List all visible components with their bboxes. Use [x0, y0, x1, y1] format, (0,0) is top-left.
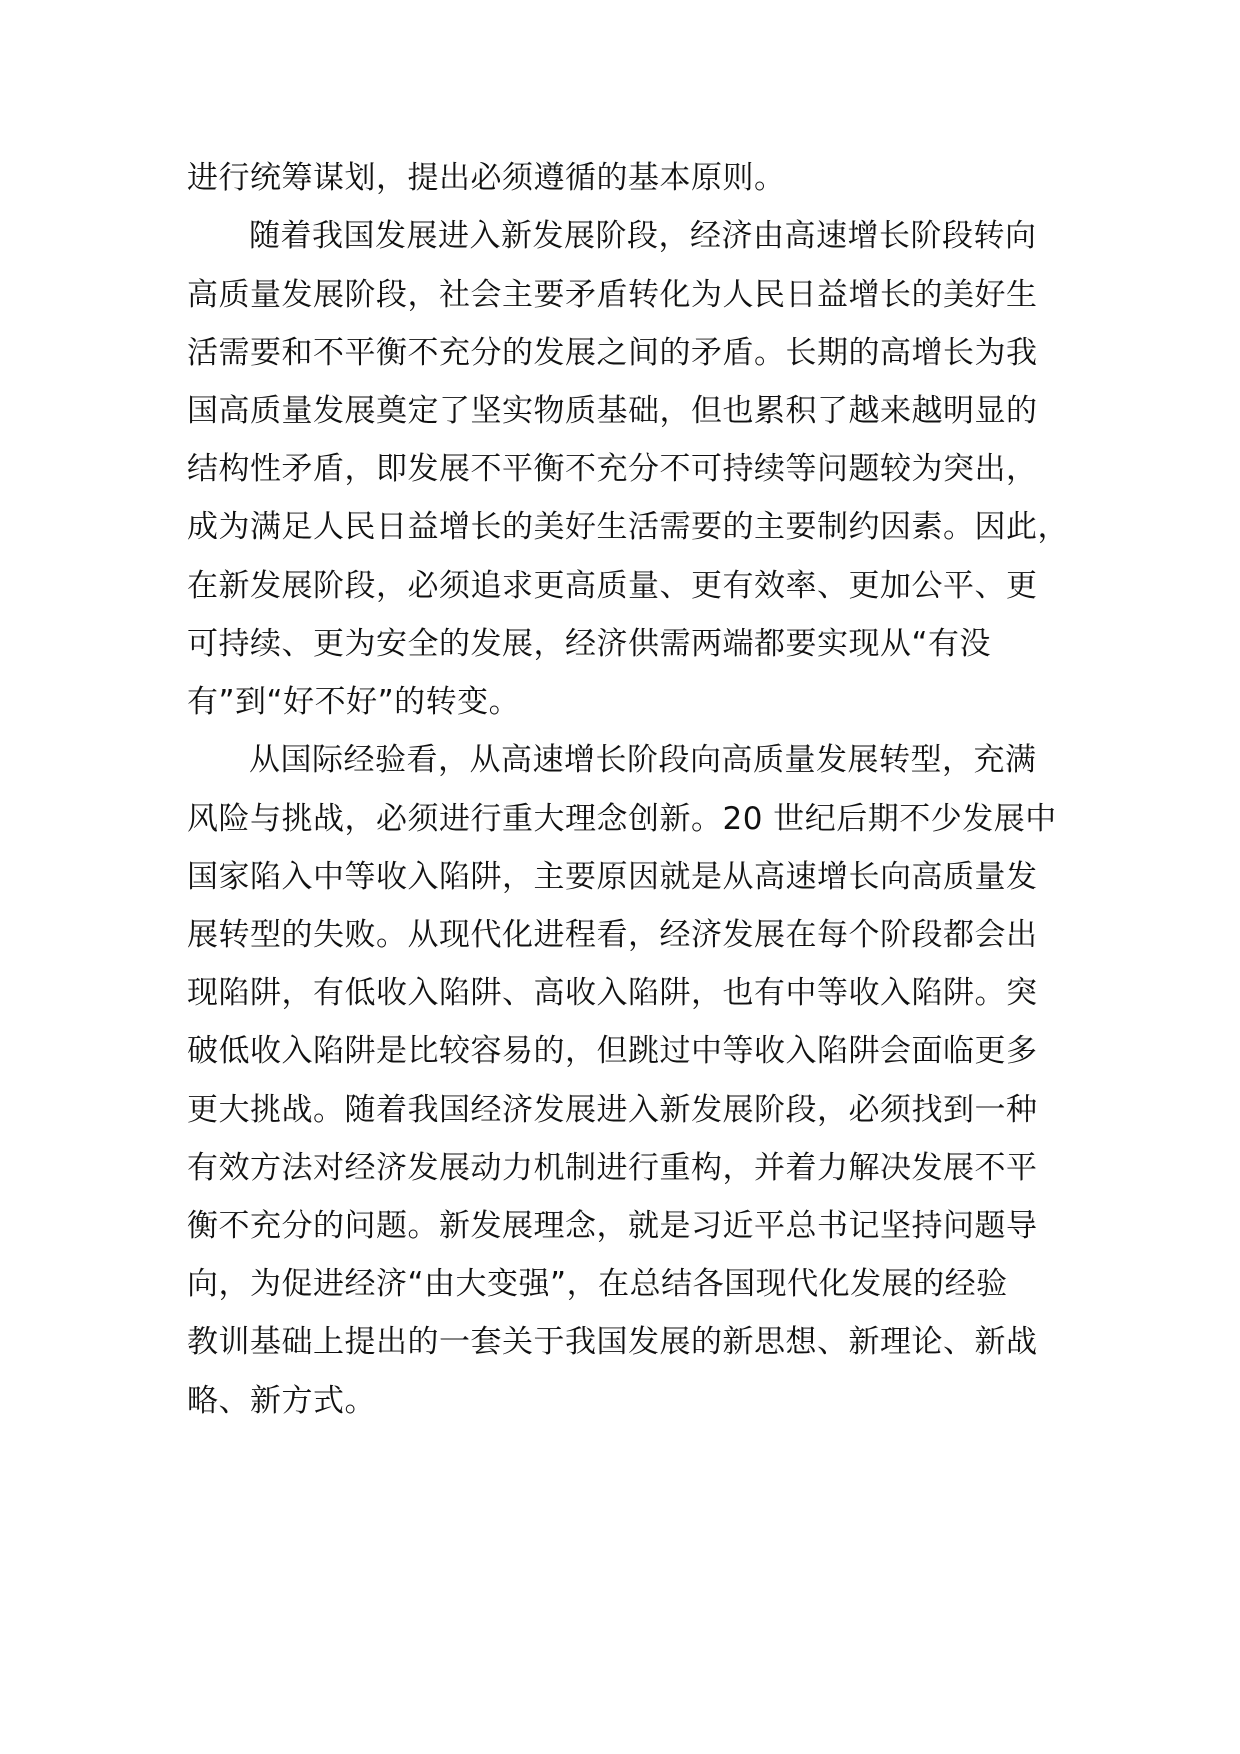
text-line: 可持续、更为安全的发展，经济供需两端都要实现从“有没: [187, 626, 992, 662]
text-line: 教训基础上提出的一套关于我国发展的新思想、新理论、新战: [187, 1324, 1038, 1360]
text-line: 成为满足人民日益增长的美好生活需要的主要制约因素。因此，: [187, 509, 1069, 545]
text-line: 有”到“好不好”的转变。: [187, 684, 521, 720]
text-line: 更大挑战。随着我国经济发展进入新发展阶段，必须找到一种: [187, 1092, 1038, 1128]
text-line: 在新发展阶段，必须追求更高质量、更有效率、更加公平、更: [187, 568, 1038, 604]
text-line: 向，为促进经济“由大变强”，在总结各国现代化发展的经验: [187, 1266, 1008, 1302]
text-line: 国高质量发展奠定了坚实物质基础，但也累积了越来越明显的: [187, 393, 1038, 429]
text-line: 衡不充分的问题。新发展理念，就是习近平总书记坚持问题导: [187, 1208, 1038, 1244]
text-line: 高质量发展阶段，社会主要矛盾转化为人民日益增长的美好生: [187, 277, 1038, 313]
text-line: 略、新方式。: [187, 1383, 376, 1419]
text-line: 从国际经验看，从高速增长阶段向高质量发展转型，充满: [249, 742, 1037, 778]
text-line: 展转型的失败。从现代化进程看，经济发展在每个阶段都会出: [187, 917, 1038, 953]
text-line: 破低收入陷阱是比较容易的，但跳过中等收入陷阱会面临更多: [187, 1033, 1038, 1069]
text-line: 进行统筹谋划，提出必须遵循的基本原则。: [187, 160, 786, 196]
text-line: 国家陷入中等收入陷阱，主要原因就是从高速增长向高质量发: [187, 859, 1038, 895]
text-line: 活需要和不平衡不充分的发展之间的矛盾。长期的高增长为我: [187, 335, 1038, 371]
text-line: 风险与挑战，必须进行重大理念创新。20 世纪后期不少发展中: [187, 801, 1057, 837]
text-line: 随着我国发展进入新发展阶段，经济由高速增长阶段转向: [249, 218, 1037, 254]
text-line: 有效方法对经济发展动力机制进行重构，并着力解决发展不平: [187, 1150, 1038, 1186]
text-line: 结构性矛盾，即发展不平衡不充分不可持续等问题较为突出，: [187, 451, 1038, 487]
text-line: 现陷阱，有低收入陷阱、高收入陷阱，也有中等收入陷阱。突: [187, 975, 1038, 1011]
